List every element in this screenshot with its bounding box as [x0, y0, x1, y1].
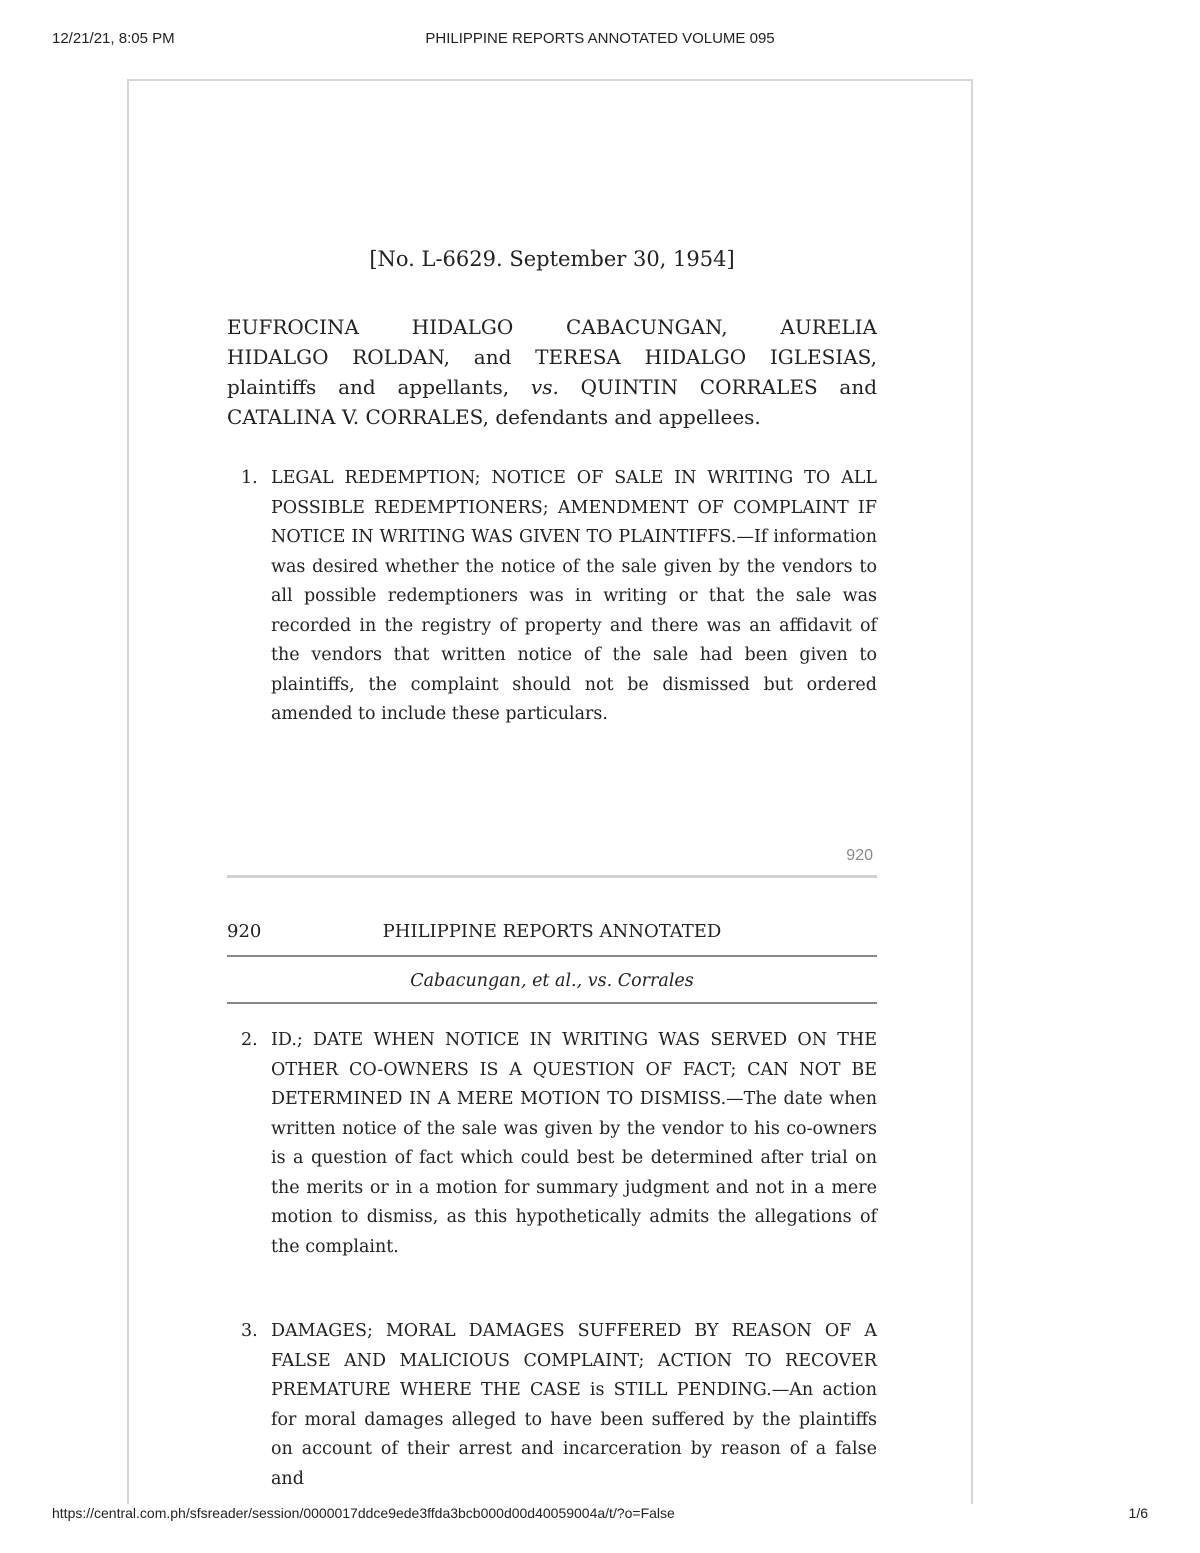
syllabus-number: 1. [241, 468, 258, 488]
page-number-footer: 920 [846, 847, 873, 864]
print-timestamp: 12/21/21, 8:05 PM [52, 30, 175, 47]
syllabus-text: LEGAL REDEMPTION; NOTICE OF SALE IN WRITING TO ALL POSSIBLE REDEMPTIONERS; AMENDMENT OF COMPLAINT IF NOTICE IN WRITING WAS GIVEN TO PLAINTIFFS.—If information was desired whether the notice of the sale given by the vendors to all possible redemptioners was in writing or that the sale was recorded in the registry of property and there was an affidavit of the vendors that written notice of the sale had been given to plaintiffs, the complaint should not be dismissed but ordered amended to include these particulars. [271, 468, 877, 724]
running-head-page: 920 [227, 921, 262, 942]
caption-rule [227, 1002, 877, 1004]
syllabus-text: DAMAGES; MORAL DAMAGES SUFFERED BY REASON OF A FALSE AND MALICIOUS COMPLAINT; ACTION TO RECOVER PREMATURE WHERE THE CASE is STILL PENDING.—An action for moral damages alleged to have been suffered by the plaintiffs on account of their arrest and incarceration by reason of a false and [271, 1321, 877, 1489]
document-title-header: PHILIPPINE REPORTS ANNOTATED VOLUME 095 [425, 30, 775, 47]
parties-line-1: EUFROCINA HIDALGO CABACUNGAN, AURELIA [227, 315, 877, 339]
parties-defendants: QUINTIN CORRALES and [580, 375, 878, 399]
syllabus-item-3 [241, 1317, 877, 1494]
case-caption: Cabacungan, et al., vs. Corrales [410, 971, 694, 991]
page-url: https://central.com.ph/sfsreader/session/0000017ddce9ede3ffda3bcb000d00d40059004a/t/?o=False [52, 1505, 675, 1521]
page-break-divider [227, 875, 877, 878]
parties-plaintiffs-role: plaintiffs and appellants, [227, 375, 510, 399]
syllabus-item-2 [241, 1026, 877, 1262]
parties-line-3 [227, 372, 877, 402]
running-head-rule [227, 955, 877, 957]
case-number: [No. L-6629. September 30, 1954] [369, 247, 735, 271]
parties-versus: vs. [530, 375, 559, 399]
syllabus-number: 3. [241, 1321, 258, 1341]
page-indicator: 1/6 [1128, 1505, 1148, 1521]
document-page [127, 79, 973, 1504]
running-head-title: PHILIPPINE REPORTS ANNOTATED [382, 921, 722, 942]
syllabus-number: 2. [241, 1030, 258, 1050]
case-parties [227, 312, 877, 432]
syllabus-text: ID.; DATE WHEN NOTICE IN WRITING WAS SERVED ON THE OTHER CO-OWNERS IS A QUESTION OF FACT; CAN NOT BE DETERMINED IN A MERE MOTION TO DISMISS.—The date when written notice of the sale was given by the vendor to his co-owners is a question of fact which could best be determined after trial on the merits or in a motion for summary judgment and not in a mere motion to dismiss, as this hypothetically admits the allegations of the complaint. [271, 1030, 877, 1257]
syllabus-item-1 [241, 464, 877, 730]
parties-line-4: CATALINA V. CORRALES, defendants and appellees. [227, 405, 761, 429]
parties-line-2: HIDALGO ROLDAN, and TERESA HIDALGO IGLESIAS, [227, 345, 877, 369]
